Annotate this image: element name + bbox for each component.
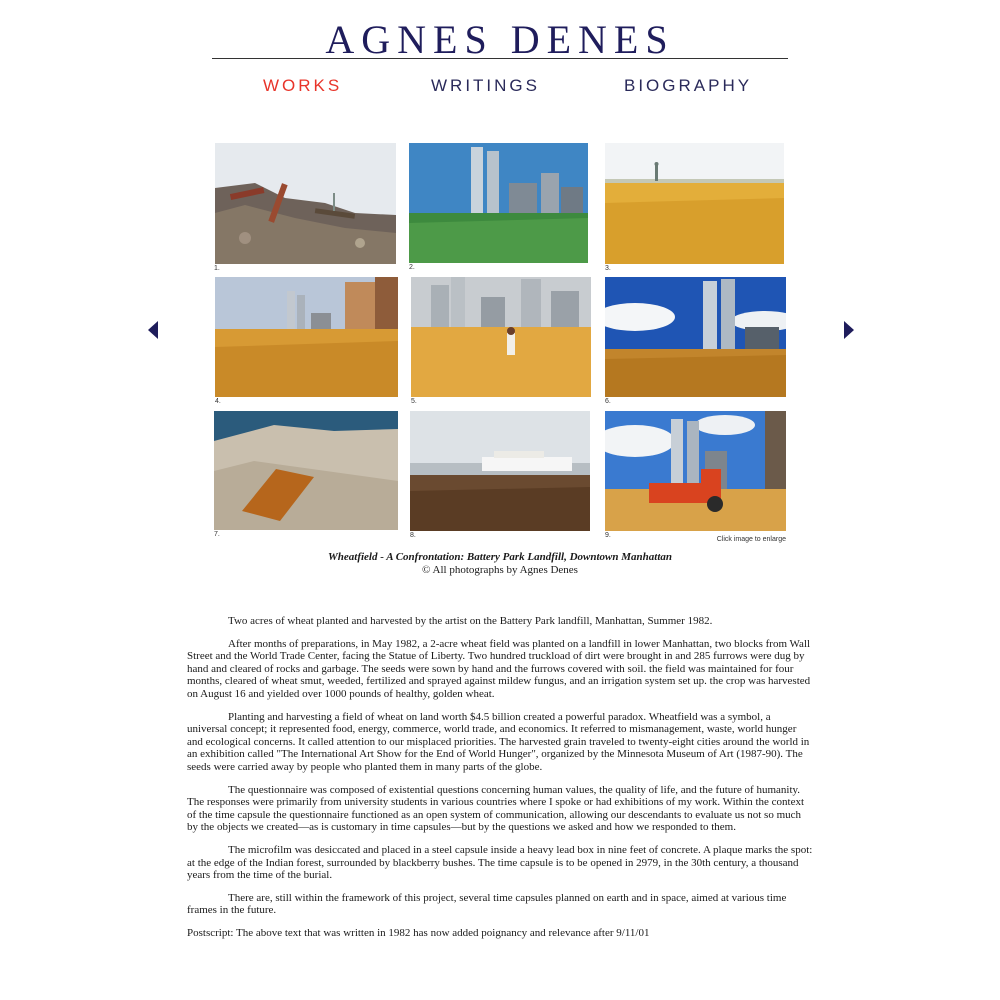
nav-writings[interactable]: WRITINGS [431,76,540,95]
thumbnail-8[interactable] [410,411,590,531]
next-arrow-icon[interactable] [844,321,854,339]
paragraph: The questionnaire was composed of existential questions concerning human values, the quality of life, and the future of humanity. The responses were primarily from university students in various countries where I spoke or had exhibitions of my work. Within the context of the time capsule the questionnaire functioned as an open system of communication, allowing our descendants to evaluate us not so much by the objects we created—as is customary in time capsules—but by the questions we asked and how we responded to them. [187,783,805,834]
thumbnail-number: 2. [409,264,415,271]
thumbnail-4[interactable] [215,277,398,397]
thumbnail-number: 8. [410,532,416,539]
paragraph: After months of preparations, in May 1982, a 2-acre wheat field was planted on a landfill in lower Manhattan, two blocks from Wall Street and the World Trade Center, facing the Statue of Liberty. Two hundred truckload of dirt were brought in and 285 furrows were dug by hand and cleared of rocks and garbage. The seeds were sown by hand and the furrows covered with soil. the field was maintained for four months, cleared of wheat smut, weeded, fertilized and sprayed against mildew fungus, and an irrigation system set up. the crop was harvested on August 16 and yielded over 1000 pounds of healthy, golden wheat. [187,637,811,700]
thumbnail-9[interactable] [605,411,786,531]
enlarge-hint: Click image to enlarge [716,536,786,543]
thumbnail-number: 1. [214,265,220,272]
nav-biography[interactable]: BIOGRAPHY [624,76,753,95]
thumbnail-7[interactable] [214,411,398,530]
paragraph: Two acres of wheat planted and harvested by the artist on the Battery Park landfill, Manhattan, Summer 1982. [228,615,713,627]
title-divider [212,58,788,59]
previous-arrow-icon[interactable] [148,321,158,339]
thumbnail-1[interactable] [215,143,396,264]
site-title[interactable]: AGNES DENES [325,17,675,62]
body-text [187,615,813,949]
thumbnail-number: 9. [605,532,611,539]
photo-credit: © All photographs by Agnes Denes [422,564,578,576]
thumbnail-5[interactable] [411,277,591,397]
thumbnail-6[interactable] [605,277,786,397]
postscript: Postscript: The above text that was written in 1982 has now added poignancy and relevance after 9/11/01 [187,926,650,939]
paragraph: There are, still within the framework of this project, several time capsules planned on earth and in space, aimed at various time frames in the future. [187,891,787,917]
thumbnail-number: 3. [605,265,611,272]
gallery-caption [0,551,1000,577]
paragraph: Planting and harvesting a field of wheat on land worth $4.5 billion created a powerful paradox. Wheatfield was a symbol, a universal concept; it represented food, energy, commerce, world trade, and economics. It referred to mismanagement, waste, world hunger and ecological concerns. It called attention to our misplaced priorities. The harvested grain traveled to twenty-eight cities around the world in an exhibition called "The International Art Show for the End of World Hunger", organized by the Minnesota Museum of Art (1987-90). The seeds were carried away by people who planted them in many parts of the globe. [187,710,810,773]
thumbnail-number: 6. [605,398,611,405]
nav-works[interactable]: WORKS [263,76,343,95]
thumbnail-2[interactable] [409,143,588,263]
thumbnail-number: 5. [411,398,417,405]
paragraph: The microfilm was desiccated and placed in a steel capsule inside a heavy lead box in nine feet of concrete. A plaque marks the spot: at the edge of the Indian forest, surrounded by blackberry bushes. The time capsule is to be opened in 2979, in the 30th century, a thousand years from the time of the burial. [187,843,813,882]
caption-title: Wheatfield - A Confrontation: Battery Park Landfill, Downtown Manhattan [327,551,672,563]
thumbnail-number: 4. [215,398,221,405]
thumbnail-number: 7. [214,531,220,538]
thumbnail-3[interactable] [605,143,784,264]
